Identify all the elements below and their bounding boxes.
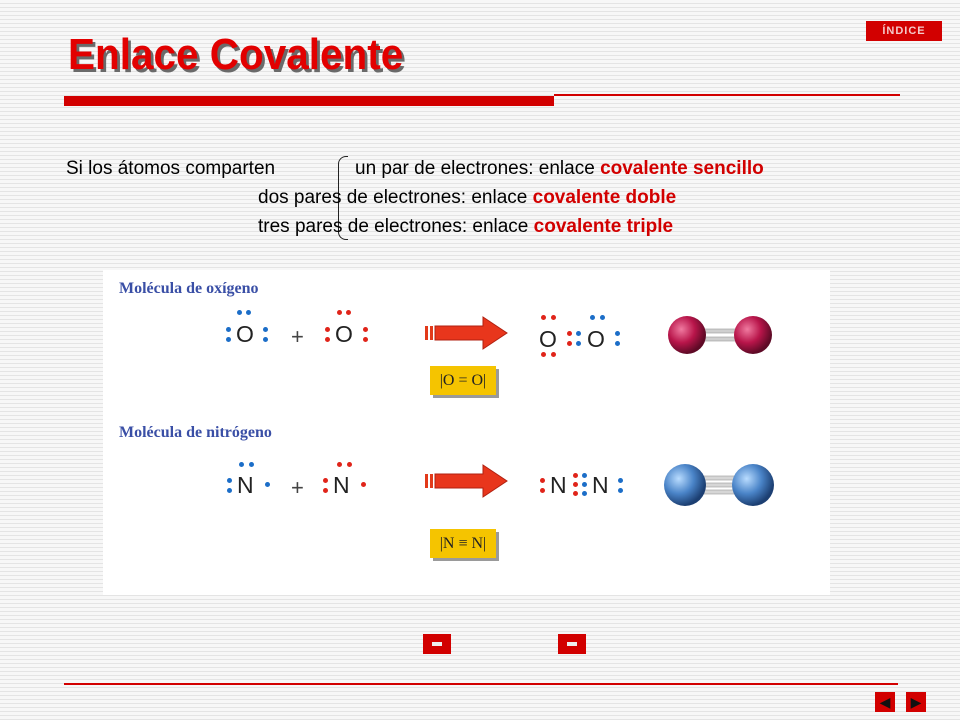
electron-dot: [227, 488, 232, 493]
electron-dot: [590, 315, 595, 320]
oxygen-atom-right: O: [335, 321, 353, 347]
nitrogen-atom-right: N: [333, 472, 350, 498]
electron-dot: [226, 337, 231, 342]
electron-dot: [337, 462, 342, 467]
row-text: tres pares de electrones: enlace: [258, 216, 534, 237]
electron-dot: [618, 488, 623, 493]
electron-dot: [237, 310, 242, 315]
footer-line: [64, 683, 898, 685]
electron-dot: [582, 473, 587, 478]
electron-dot: [540, 478, 545, 483]
oxygen-atom-left: O: [236, 321, 254, 347]
triangle-right-icon: ▶: [910, 694, 922, 710]
plus-sign: +: [291, 475, 304, 500]
row-text: dos pares de electrones: enlace: [258, 187, 533, 208]
row-highlight: covalente doble: [532, 187, 677, 208]
intro-row-double: [258, 187, 676, 209]
oxygen-product-left: O: [539, 326, 557, 352]
electron-dot: [323, 478, 328, 483]
electron-dot: [573, 473, 578, 478]
electron-dot: [337, 310, 342, 315]
electron-dot: [263, 337, 268, 342]
oxygen-formula: |O = O|: [430, 366, 496, 395]
electron-dot: [325, 327, 330, 332]
triangle-left-icon: ◀: [879, 694, 891, 710]
electron-dot: [541, 352, 546, 357]
electron-dot: [239, 462, 244, 467]
electron-dot: [363, 337, 368, 342]
molecule-figure: [103, 270, 830, 595]
row-text: un par de electrones: enlace: [355, 158, 601, 179]
electron-dot: [363, 327, 368, 332]
electron-dot: [567, 331, 572, 336]
electron-dot: [323, 488, 328, 493]
electron-dot: [573, 482, 578, 487]
action-button-right[interactable]: [558, 634, 586, 654]
electron-dot: [226, 327, 231, 332]
index-button[interactable]: ÍNDICE: [866, 21, 942, 41]
nitrogen-product-left: N: [550, 472, 567, 498]
electron-dot: [615, 331, 620, 336]
oxygen-product-right: O: [587, 326, 605, 352]
reaction-arrow-icon: [425, 314, 511, 352]
electron-dot: [551, 352, 556, 357]
title-underline-thin: [554, 94, 900, 96]
electron-dot: [615, 341, 620, 346]
nitrogen-formula: |N ≡ N|: [430, 529, 496, 558]
action-button-left[interactable]: [423, 634, 451, 654]
electron-dot: [573, 491, 578, 496]
oxygen-ball-model-icon: [665, 312, 777, 358]
electron-dot: [325, 337, 330, 342]
plus-sign: +: [291, 324, 304, 349]
electron-dot: [576, 331, 581, 336]
electron-dot: [540, 488, 545, 493]
electron-dot: [263, 327, 268, 332]
oxygen-label: Molécula de oxígeno: [119, 280, 259, 297]
electron-dot: [347, 462, 352, 467]
prev-slide-button[interactable]: [875, 692, 895, 712]
intro-row-triple: [258, 216, 673, 238]
electron-dot: [227, 478, 232, 483]
electron-dot: [582, 482, 587, 487]
nitrogen-product-right: N: [592, 472, 609, 498]
electron-dot: [249, 462, 254, 467]
row-highlight: covalente triple: [533, 216, 674, 237]
nitrogen-ball-model-icon: [663, 460, 777, 510]
electron-dot: [265, 482, 270, 487]
electron-dot: [246, 310, 251, 315]
intro-row-single: [355, 158, 764, 180]
page-title: Enlace Covalente: [68, 30, 404, 79]
electron-dot: [618, 478, 623, 483]
electron-dot: [551, 315, 556, 320]
intro-lead: Si los átomos comparten: [66, 158, 276, 179]
electron-dot: [582, 491, 587, 496]
reaction-arrow-icon: [425, 462, 511, 500]
nitrogen-atom-left: N: [237, 472, 254, 498]
electron-dot: [576, 341, 581, 346]
title-underline-thick: [64, 96, 554, 106]
electron-dot: [600, 315, 605, 320]
electron-dot: [567, 341, 572, 346]
electron-dot: [361, 482, 366, 487]
electron-dot: [541, 315, 546, 320]
electron-dot: [346, 310, 351, 315]
row-highlight: covalente sencillo: [600, 158, 764, 179]
nitrogen-label: Molécula de nitrógeno: [119, 424, 272, 441]
next-slide-button[interactable]: [906, 692, 926, 712]
